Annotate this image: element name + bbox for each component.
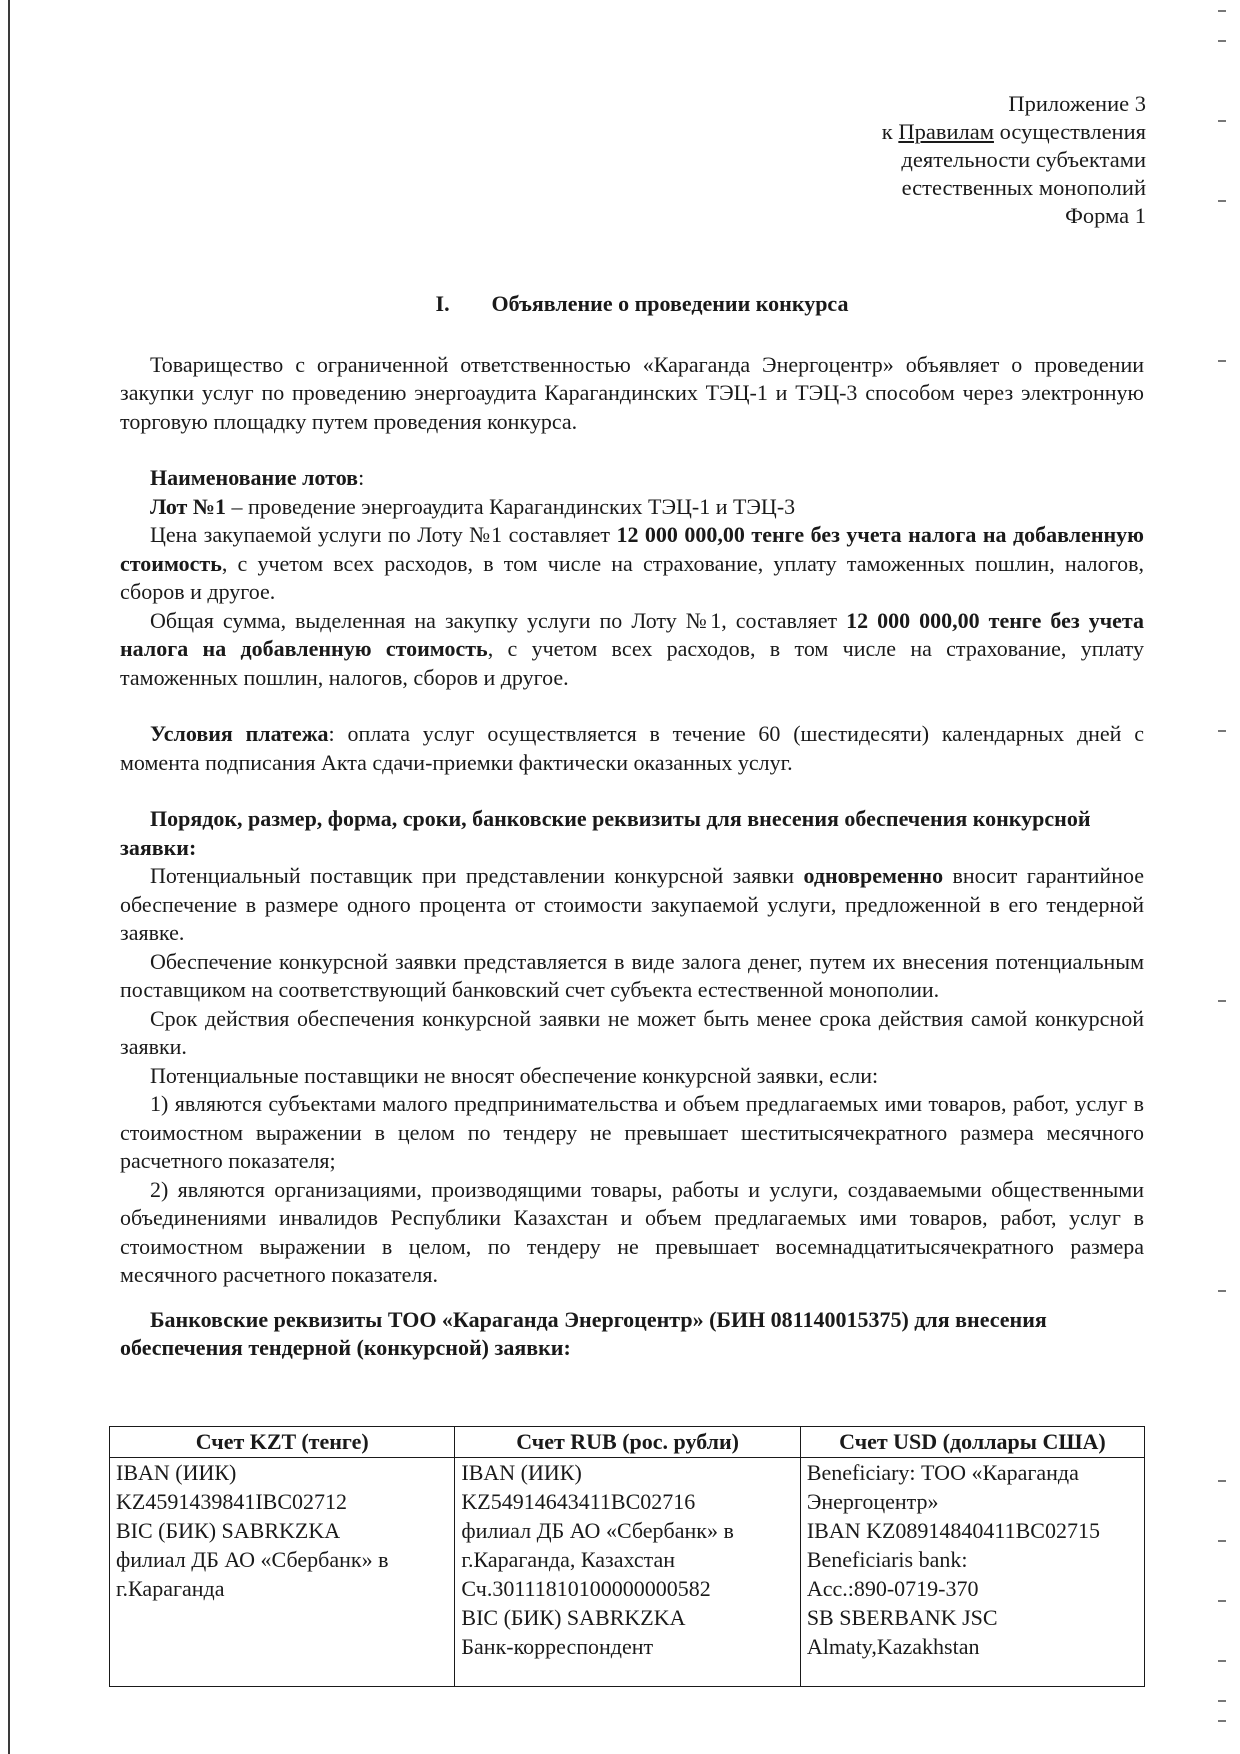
security-p1-bold: одновременно — [803, 863, 944, 888]
lot1-text: – проведение энергоаудита Карагандинских ТЭЦ-1 и ТЭЦ-3 — [225, 493, 796, 519]
payment-terms-text: : оплата услуг осуществляется в течение 60 (шестидесяти) календарных дней с момента подписания Акта сдачи-приемки фактически оказанных услуг. — [120, 721, 1144, 775]
total-amount: 12 000 000,00 тенге без учета налога на добавленную стоимость — [120, 607, 1144, 661]
scan-edge-marks-right — [1218, 0, 1220, 1754]
security-p1-a: Потенциальный поставщик при представлении конкурсной заявки — [150, 863, 804, 888]
usd-line: IBAN KZ08914840411BC02715 — [806, 1518, 1100, 1543]
rules-suffix: осуществления — [993, 119, 1146, 144]
security-paragraph-4: Потенциальные поставщики не вносят обеспечение конкурсной заявки, если: — [150, 1062, 879, 1088]
kzt-line: г.Караганда — [116, 1576, 225, 1601]
form-number: Форма 1 — [1065, 203, 1146, 228]
intro-paragraph: Товарищество с ограниченной ответственностью «Караганда Энергоцентр» объявляет о проведении закупки услуг по проведению энергоаудита Карагандинских ТЭЦ-1 и ТЭЦ-3 способом через электронную торговую площадку путем проведения конкурса. — [120, 351, 1144, 434]
security-heading: Порядок, размер, форма, сроки, банковские реквизиты для внесения обеспечения конкурсной заявки: — [120, 806, 1091, 860]
lot1-total-paragraph — [120, 607, 1144, 693]
table-header-row — [110, 1427, 1145, 1458]
rub-line: Банк-корреспондент — [461, 1634, 654, 1659]
column-kzt-header: Счет KZT (тенге) — [110, 1427, 455, 1458]
rules-link[interactable]: Правилам — [898, 119, 994, 144]
usd-line: SB SBERBANK JSC — [806, 1605, 998, 1630]
appendix-line4: естественных монополий — [901, 175, 1146, 200]
rub-line: Сч.30111810100000000582 — [461, 1576, 711, 1601]
rub-line: IBAN (ИИК) — [461, 1460, 582, 1485]
exemption-item-2: 2) являются организациями, производящими товары, работы и услуги, создаваемыми общественными объединениями инвалидов Республики Казахстан и объем предлагаемых ими товаров, работ, услуг в стоимостном выражении в целом, по тендеру не превышает восемнадцатитысячекратного размера месячного расчетного показателя. — [120, 1176, 1144, 1287]
lot1-line — [120, 493, 1144, 522]
price-text-a: Цена закупаемой услуги по Лоту №1 составляет — [150, 522, 617, 547]
security-p1-c: вносит гарантийное обеспечение в размере одного процента от стоимости закупаемой услуги, предложенной в его тендерной заявке. — [120, 863, 1145, 945]
rules-prefix: к — [881, 119, 899, 144]
usd-account-cell — [800, 1458, 1144, 1687]
payment-terms-label: Условия платежа — [150, 721, 329, 746]
rub-account-cell — [455, 1458, 800, 1687]
payment-terms-paragraph — [120, 720, 1144, 777]
security-paragraph-3: Срок действия обеспечения конкурсной заявки не может быть менее срока действия самой конкурсной заявки. — [120, 1005, 1144, 1059]
scan-left-border — [8, 0, 10, 1754]
column-rub-header: Счет RUB (рос. рубли) — [455, 1427, 800, 1458]
lots-heading-text: Наименование лотов — [150, 465, 359, 490]
bank-details-heading: Банковские реквизиты ТОО «Караганда Энергоцентр» (БИН 081140015375) для внесения обеспечения тендерной (конкурсной) заявки: — [120, 1306, 1047, 1360]
section-title — [120, 290, 1144, 319]
kzt-line: BIC (БИК) SABRKZKA — [116, 1518, 341, 1543]
bank-details-table — [109, 1426, 1145, 1687]
appendix-line3: деятельности субъектами — [901, 147, 1146, 172]
appendix-number: Приложение 3 — [1008, 91, 1146, 116]
rub-line: г.Караганда, Казахстан — [461, 1547, 676, 1572]
section-number: I. — [435, 291, 450, 316]
security-paragraph-2: Обеспечение конкурсной заявки представляется в виде залога денег, путем их внесения потенциальным поставщиком на соответствующий банковский счет субъекта естественной монополии. — [120, 948, 1144, 1002]
kzt-account-cell — [110, 1458, 455, 1687]
lots-heading-colon: : — [358, 465, 365, 490]
rub-line: филиал ДБ АО «Сбербанк» в — [461, 1518, 734, 1543]
appendix-rules-line — [882, 118, 1146, 146]
rub-line: KZ54914643411BC02716 — [461, 1489, 696, 1514]
security-paragraph-1 — [120, 862, 1144, 948]
total-text-c: , с учетом всех расходов, в том числе на страхование, уплату таможенных пошлин, налогов, сборов и другое. — [120, 636, 1145, 690]
appendix-header — [882, 90, 1146, 230]
price-text-c: , с учетом всех расходов, в том числе на страхование, уплату таможенных пошлин, налогов, сборов и другое. — [120, 550, 1144, 604]
usd-line: Almaty,Kazakhstan — [806, 1634, 980, 1659]
usd-line: Beneficiaris bank: — [806, 1547, 968, 1572]
document-body — [120, 290, 1144, 1363]
usd-line: Acc.:890-0719-370 — [806, 1576, 979, 1601]
exemption-item-1: 1) являются субъектами малого предпринимательства и объем предлагаемых ими товаров, работ, услуг в стоимостном выражении в целом по тендеру не превышает шеститысячекратного размера месячного расчетного показателя; — [120, 1091, 1144, 1173]
usd-line: Beneficiary: ТОО «Караганда — [806, 1460, 1079, 1485]
table-row — [110, 1458, 1145, 1687]
kzt-line: IBAN (ИИК) — [116, 1460, 237, 1485]
lot1-price-paragraph — [120, 521, 1144, 607]
lot1-label: Лот №1 — [150, 493, 226, 519]
kzt-line: филиал ДБ АО «Сбербанк» в — [116, 1547, 389, 1572]
lots-heading — [120, 464, 1144, 493]
price-amount: 12 000 000,00 тенге без учета налога на добавленную стоимость — [120, 522, 1144, 576]
usd-line: Энергоцентр» — [806, 1489, 939, 1514]
column-usd-header: Счет USD (доллары США) — [800, 1427, 1144, 1458]
rub-line: BIC (БИК) SABRKZKA — [461, 1605, 686, 1630]
total-text-a: Общая сумма, выделенная на закупку услуги по Лоту №1, составляет — [150, 607, 847, 633]
section-title-text: Объявление о проведении конкурса — [491, 291, 849, 316]
kzt-line: KZ4591439841IBC02712 — [116, 1489, 347, 1514]
